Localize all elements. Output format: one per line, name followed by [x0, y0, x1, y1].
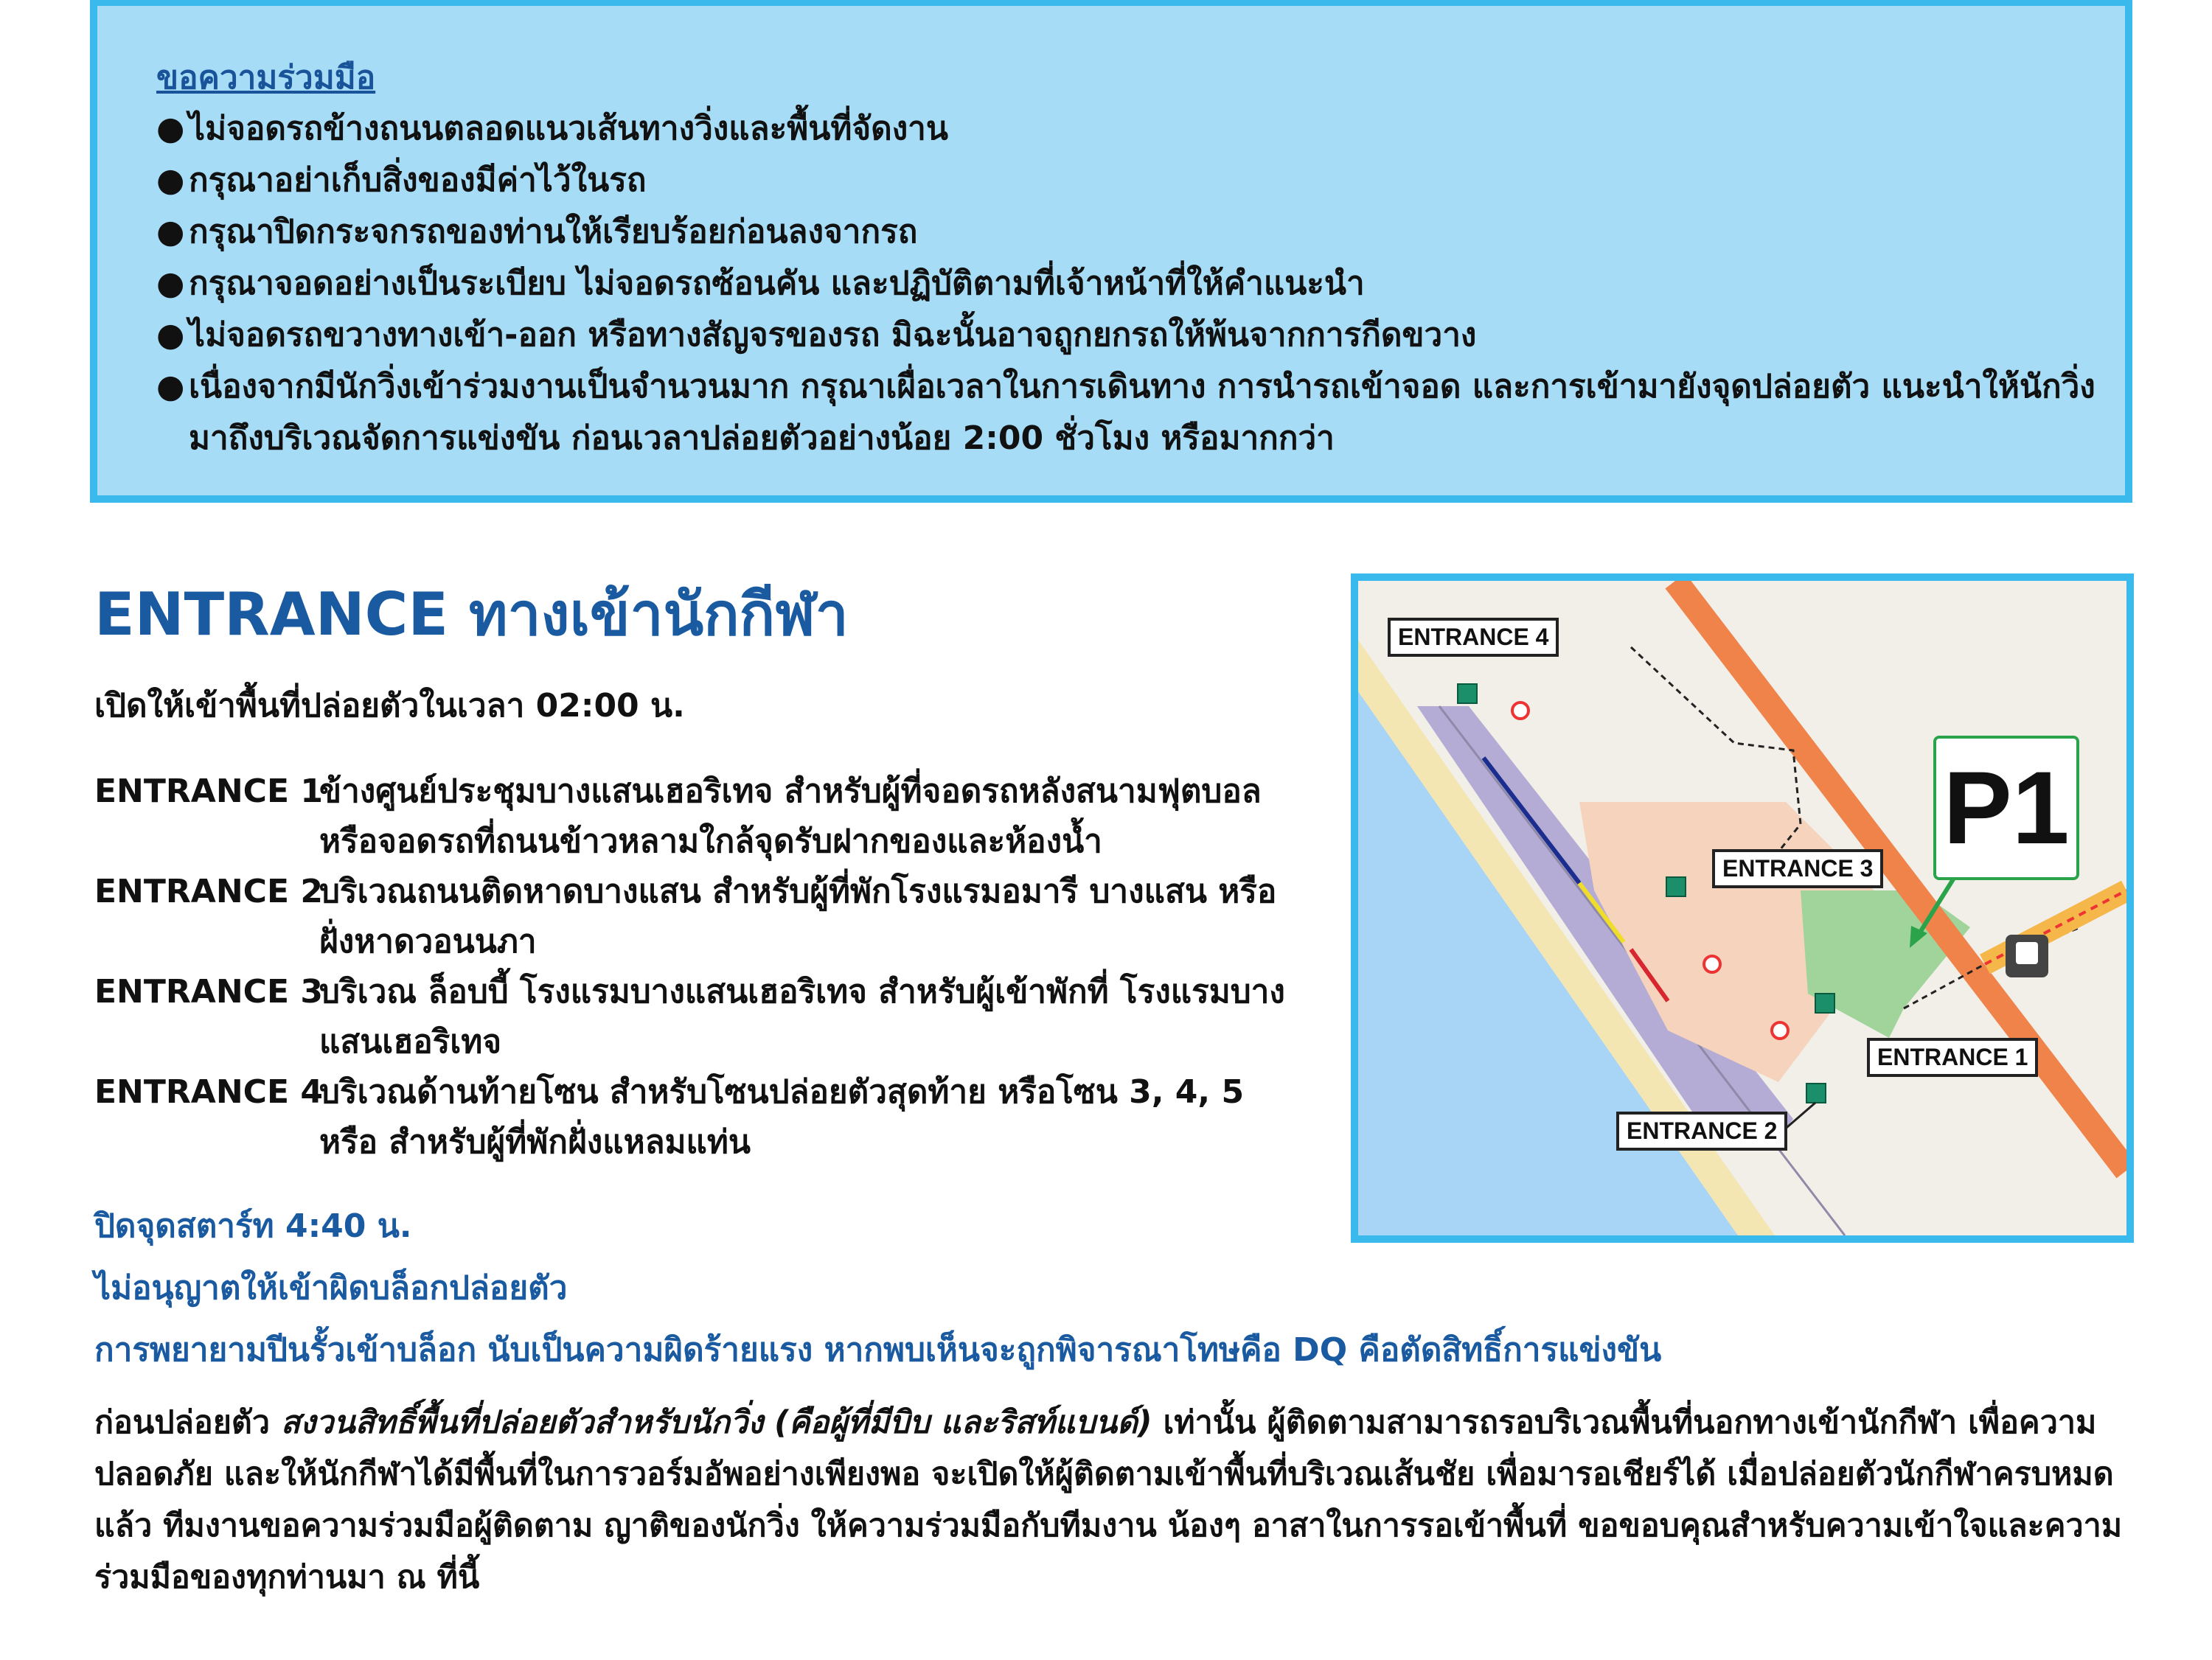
entrance-list: [94, 767, 1304, 1168]
notice-item-text: กรุณาจอดอย่างเป็นระเบียบ ไม่จอดรถซ้อนคัน และปฏิบัติตามที่เจ้าหน้าที่ให้คำแนะนำ: [189, 265, 1365, 302]
notice-item-text: กรุณาอย่าเก็บสิ่งของมีค่าไว้ในรถ: [189, 161, 647, 199]
parking-p1-sign: P1: [1933, 736, 2079, 880]
entrance-description: บริเวณด้านท้ายโซน สำหรับโซนปล่อยตัวสุดท้าย หรือโซน 3, 4, 5 หรือ สำหรับผู้ที่พักฝั่งแหลมแท่น: [319, 1073, 1245, 1161]
first-aid-icon: [1704, 956, 1720, 972]
paragraph-body: เท่านั้น ผู้ติดตามสามารถรอบริเวณพื้นที่นอกทางเข้านักกีฬา เพื่อความปลอดภัย และให้นักกีฬาได้มีพื้นที่ในการวอร์มอัพอย่างเพียงพอ จะเปิดให้ผู้ติดตามเข้าพื้นที่บริเวณเส้นชัย เพื่อมารอเชียร์ได้ เมื่อปล่อยตัวนักกีฬาครบหมดแล้ว ทีมงานขอความร่วมมือผู้ติดตาม ญาติของนักวิ่ง ให้ความร่วมมือกับทีมงาน น้องๆ อาสาในการรอเข้าพื้นที่ ขอขอบคุณสำหรับความเข้าใจและความร่วมมือของทุกท่านมา ณ ที่นี้: [94, 1404, 2123, 1596]
entrance-description: บริเวณถนนติดหาดบางแสน สำหรับผู้ที่พักโรงแรมอมารี บางแสน หรือ ฝั่งหาดวอนนภา: [319, 873, 1277, 960]
entrance-name: ENTRANCE 3: [94, 973, 323, 1011]
notice-list: [156, 103, 2103, 464]
entrance-map: [1351, 573, 2134, 1243]
bullet-icon: ●: [156, 368, 185, 405]
entrance-3-label: ENTRANCE 3: [1712, 849, 1883, 888]
entrance-3-marker: [1666, 877, 1686, 896]
notice-item: [156, 258, 2103, 310]
bullet-icon: ●: [156, 316, 185, 354]
bullet-icon: ●: [156, 161, 185, 199]
close-start-rule: ปิดจุดสตาร์ท 4:40 น.: [94, 1207, 412, 1245]
notice-item-text: ไม่จอดรถขวางทางเข้า-ออก หรือทางสัญจรของรถ มิฉะนั้นอาจถูกยกรถให้พ้นจากการกีดขวาง: [189, 316, 1477, 354]
first-aid-icon: [1772, 1022, 1788, 1039]
cooperation-notice-box: [90, 0, 2132, 503]
entrance-2-label: ENTRANCE 2: [1616, 1112, 1787, 1151]
bullet-icon: ●: [156, 110, 185, 147]
bus-icon-window: [2016, 942, 2038, 964]
notice-item-text: เนื่องจากมีนักวิ่งเข้าร่วมงานเป็นจำนวนมาก กรุณาเผื่อเวลาในการเดินทาง การนำรถเข้าจอด และการเข้ามายังจุดปล่อยตัว แนะนำให้นักวิ่งมาถึงบริเวณจัดการแข่งขัน ก่อนเวลาปล่อยตัวอย่างน้อย 2:00 ชั่วโมง หรือมากกว่า: [189, 368, 2096, 457]
entrance-section-title: ENTRANCE ทางเข้านักกีฬา: [94, 580, 849, 649]
paragraph-reserved-area: สงวนสิทธิ์พื้นที่ปล่อยตัวสำหรับนักวิ่ง (คือผู้ที่มีบิบ และริสท์แบนด์): [280, 1404, 1152, 1441]
entrance-item: [94, 867, 1304, 967]
bullet-icon: ●: [156, 265, 185, 302]
notice-item: [156, 155, 2103, 206]
notice-item-text: กรุณาปิดกระจกรถของท่านให้เรียบร้อยก่อนลงจากรถ: [189, 213, 918, 251]
climb-penalty-rule: การพยายามปีนรั้วเข้าบล็อก นับเป็นความผิดร้ายแรง หากพบเห็นจะถูกพิจารณาโทษคือ DQ คือตัดสิทธิ์การแข่งขัน: [94, 1331, 1662, 1369]
entrance-name: ENTRANCE 1: [94, 773, 323, 810]
no-wrong-block-rule: ไม่อนุญาตให้เข้าผิดบล็อกปล่อยตัว: [94, 1269, 568, 1307]
notice-title: ขอความร่วมมือ: [156, 59, 376, 97]
entrance-description: บริเวณ ล็อบบี้ โรงแรมบางแสนเฮอริเทจ สำหรับผู้เข้าพักที่ โรงแรมบางแสนเฮอริเทจ: [319, 973, 1285, 1061]
first-aid-icon: [1512, 702, 1528, 719]
notice-item-text: ไม่จอดรถข้างถนนตลอดแนวเส้นทางวิ่งและพื้นที่จัดงาน: [189, 110, 948, 147]
notice-item: [156, 310, 2103, 361]
entrance-description: ข้างศูนย์ประชุมบางแสนเฮอริเทจ สำหรับผู้ที่จอดรถหลังสนามฟุตบอล หรือจอดรถที่ถนนข้าวหลามใกล้จุดรับฝากของและห้องน้ำ: [319, 773, 1262, 860]
entrance-2-marker: [1806, 1084, 1826, 1103]
entrance-4-marker: [1458, 684, 1477, 703]
spectator-paragraph: [94, 1397, 2137, 1603]
paragraph-lead: ก่อนปล่อยตัว: [94, 1404, 281, 1441]
entrance-name: ENTRANCE 4: [94, 1073, 323, 1111]
notice-item: [156, 361, 2103, 464]
entrance-item: [94, 767, 1304, 867]
entrance-4-label: ENTRANCE 4: [1388, 618, 1559, 657]
entrance-1-label: ENTRANCE 1: [1867, 1038, 2038, 1077]
entrance-item: [94, 1067, 1304, 1168]
notice-item: [156, 103, 2103, 155]
entrance-name: ENTRANCE 2: [94, 873, 323, 910]
bullet-icon: ●: [156, 213, 185, 251]
entrance-1-marker: [1815, 994, 1834, 1013]
open-time-text: เปิดให้เข้าพื้นที่ปล่อยตัวในเวลา 02:00 น.: [94, 687, 685, 725]
notice-item: [156, 206, 2103, 258]
entrance-item: [94, 967, 1304, 1067]
